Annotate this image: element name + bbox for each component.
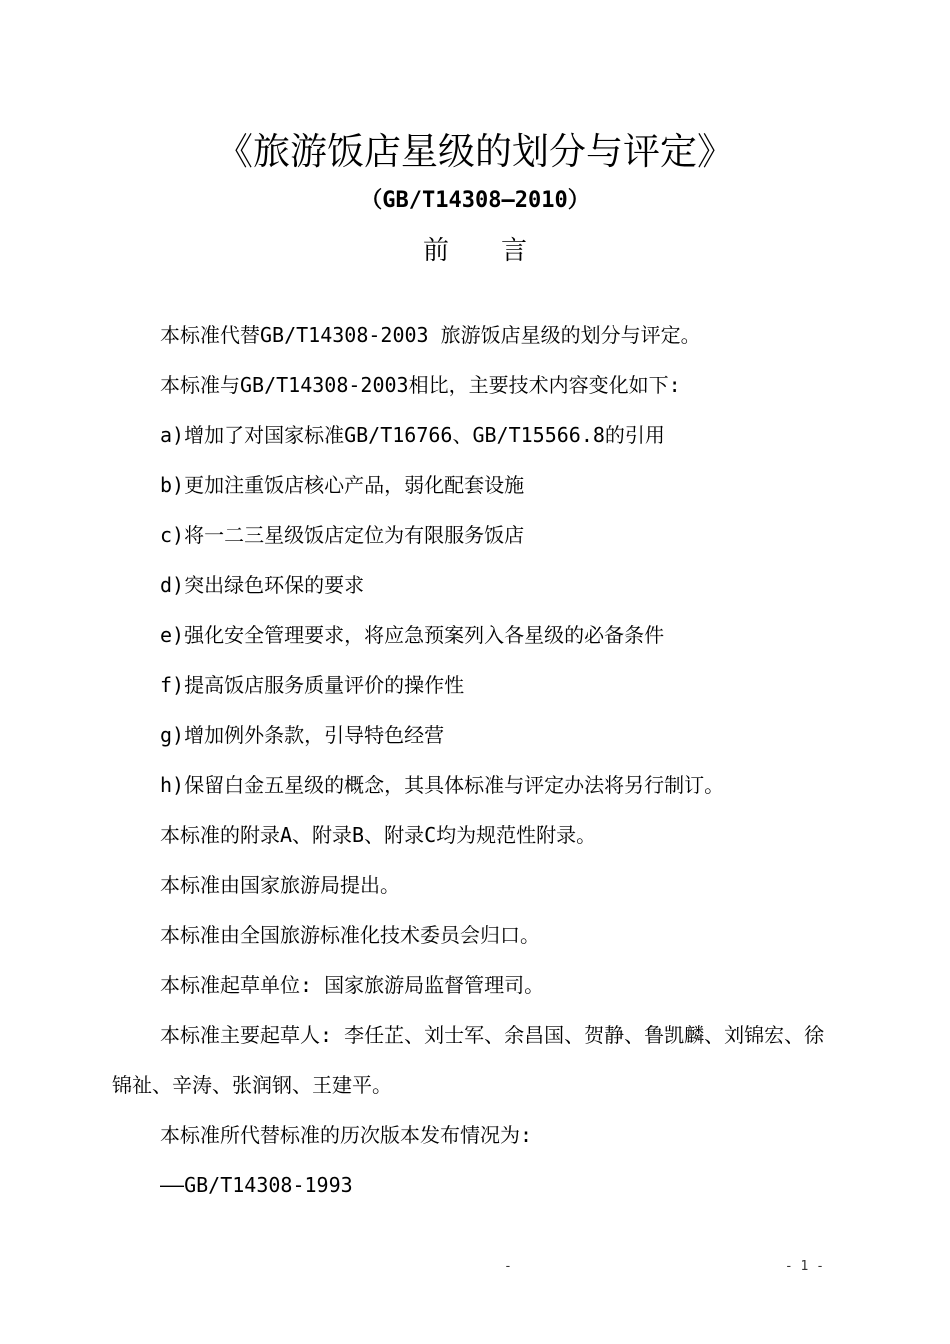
document-body [112, 310, 840, 1210]
heading-left: 前 [422, 236, 449, 266]
paragraph: 本标准主要起草人: 李任芷、刘士军、余昌国、贺静、鲁凯麟、刘锦宏、徐锦祉、辛涛、张润钢、王建平。 [112, 1023, 825, 1097]
paragraph: 本标准所代替标准的历次版本发布情况为: [160, 1123, 533, 1147]
paragraph: 本标准起草单位: 国家旅游局监督管理司。 [160, 973, 545, 997]
list-item: d)突出绿色环保的要求 [160, 573, 365, 597]
list-item: b)更加注重饭店核心产品，弱化配套设施 [160, 473, 525, 497]
list-item: h)保留白金五星级的概念，其具体标准与评定办法将另行制订。 [160, 773, 725, 797]
footer-dash: - [504, 1259, 512, 1274]
page-number: - 1 - [784, 1259, 824, 1274]
document-title: 《旅游饭店星级的划分与评定》 [216, 130, 734, 173]
heading-right: 言 [501, 236, 528, 266]
paragraph: ——GB/T14308-1993 [160, 1173, 353, 1197]
list-item: c)将一二三星级饭店定位为有限服务饭店 [160, 523, 525, 547]
document-subtitle: （GB/T14308—2010） [360, 188, 590, 213]
list-item: e)强化安全管理要求，将应急预案列入各星级的必备条件 [160, 623, 665, 647]
paragraph: 本标准由全国旅游标准化技术委员会归口。 [160, 923, 540, 947]
section-heading [0, 234, 950, 268]
paragraph: 本标准由国家旅游局提出。 [160, 873, 400, 897]
paragraph: 本标准代替GB/T14308-2003 旅游饭店星级的划分与评定。 [160, 323, 701, 347]
paragraph: 本标准的附录A、附录B、附录C均为规范性附录。 [160, 823, 597, 847]
paragraph: 本标准与GB/T14308-2003相比，主要技术内容变化如下: [160, 373, 681, 397]
list-item: f)提高饭店服务质量评价的操作性 [160, 673, 465, 697]
list-item: a)增加了对国家标准GB/T16766、GB/T15566.8的引用 [160, 423, 665, 447]
list-item: g)增加例外条款，引导特色经营 [160, 723, 445, 747]
